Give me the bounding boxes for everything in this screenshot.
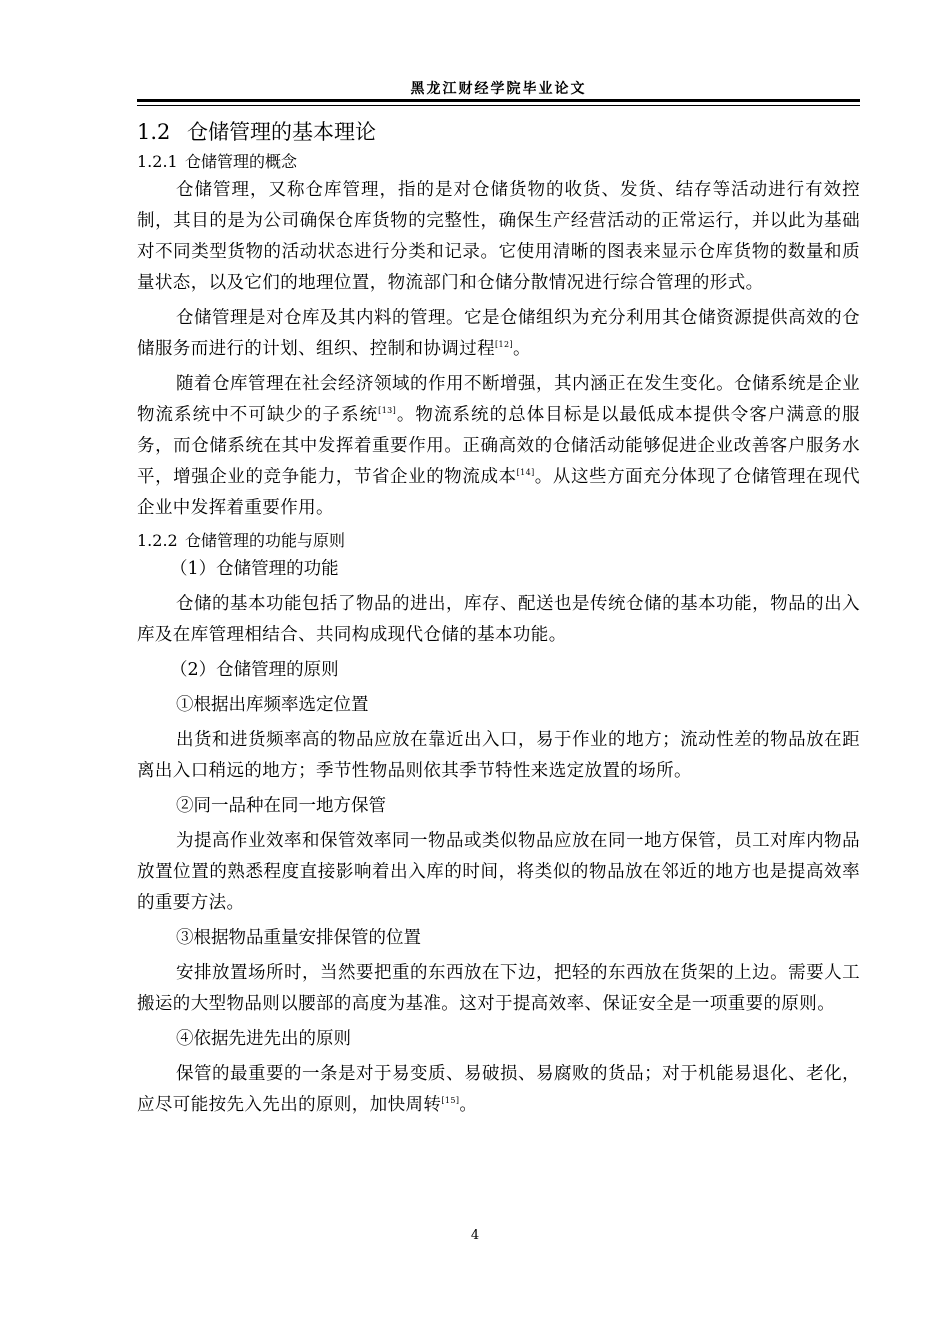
subsection-number: 1.2.1 (137, 152, 178, 171)
citation-ref: [13] (378, 406, 397, 415)
header-rule-thick (137, 99, 860, 102)
principle-1-text: 出货和进货频率高的物品应放在靠近出入口，易于作业的地方；流动性差的物品放在距离出入口稍远的地方；季节性物品则依其季节特性来选定放置的场所。 (137, 730, 860, 781)
paragraph-end: 。 (513, 339, 531, 359)
subsection-title: 仓储管理的功能与原则 (185, 531, 346, 550)
subsection-heading-1-2-2 (137, 528, 860, 554)
section-heading (137, 117, 860, 147)
principle-2-heading: ②同一品种在同一地方保管 (176, 796, 386, 816)
page-number: 4 (470, 1228, 480, 1243)
paragraph-text: 保管的最重要的一条是对于易变质、易破损、易腐败的货品；对于机能易退化、老化，应尽可能按先入先出的原则，加快周转 (137, 1064, 860, 1115)
running-header: 黑龙江财经学院毕业论文 (410, 81, 587, 97)
principle-1-heading: ①根据出库频率选定位置 (176, 695, 369, 715)
principle-3-text: 安排放置场所时，当然要把重的东西放在下边，把轻的东西放在货架的上边。需要人工搬运的大型物品则以腰部的高度为基准。这对于提高效率、保证安全是一项重要的原则。 (137, 963, 860, 1014)
principle-3-heading: ③根据物品重量安排保管的位置 (176, 928, 421, 948)
section-number: 1.2 (137, 120, 171, 144)
citation-ref: [12] (495, 340, 514, 349)
paragraph-concept-3 (137, 369, 860, 524)
list-item-principles: （2）仓储管理的原则 (170, 660, 339, 680)
subsection-number: 1.2.2 (137, 531, 178, 550)
paragraph-concept-2 (137, 303, 860, 365)
citation-ref: [14] (516, 468, 535, 477)
section-title: 仓储管理的基本理论 (187, 120, 376, 144)
principle-2-text: 为提高作业效率和保管效率同一物品或类似物品应放在同一地方保管，员工对库内物品放置位置的熟悉程度直接影响着出入库的时间，将类似的物品放在邻近的地方也是提高效率的重要方法。 (137, 831, 860, 913)
body-content (137, 117, 860, 1125)
header-rule-thin (137, 105, 860, 106)
paragraph-text: 。从这些方面充分体现了仓储管理在现代企业中发挥着重要作用。 (137, 467, 860, 518)
subsection-title: 仓储管理的概念 (185, 152, 298, 171)
paragraph-text: 。物流系统的总体目标是以最低成本提供令客户满意的服务，而仓储系统在其中发挥着重要作用。正确高效的仓储活动能够促进企业改善客户服务水平，增强企业的竞争能力，节省企业的物流成本 (137, 405, 860, 487)
paragraph-text: 随着仓库管理在社会经济领域的作用不断增强，其内涵正在发生变化。仓储系统是企业物流系统中不可缺少的子系统 (137, 374, 860, 425)
principle-4-heading: ④依据先进先出的原则 (176, 1029, 351, 1049)
paragraph-text: 仓储管理是对仓库及其内料的管理。它是仓储组织为充分利用其仓储资源提供高效的仓储服务而进行的计划、组织、控制和协调过程 (137, 308, 860, 359)
paragraph-end: 。 (459, 1095, 478, 1115)
subsection-heading-1-2-1 (137, 149, 860, 175)
citation-ref: [15] (441, 1096, 460, 1105)
list-item-functions: （1）仓储管理的功能 (170, 559, 339, 579)
principle-4-text (137, 1059, 860, 1121)
paragraph-functions: 仓储的基本功能包括了物品的进出，库存、配送也是传统仓储的基本功能，物品的出入库及在库管理相结合、共同构成现代仓储的基本功能。 (137, 594, 860, 645)
paragraph-concept-1: 仓储管理，又称仓库管理，指的是对仓储货物的收货、发货、结存等活动进行有效控制，其目的是为公司确保仓库货物的完整性，确保生产经营活动的正常运行，并以此为基础对不同类型货物的活动状态进行分类和记录。它使用清晰的图表来显示仓库货物的数量和质量状态，以及它们的地理位置，物流部门和仓储分散情况进行综合管理的形式。 (137, 180, 860, 293)
